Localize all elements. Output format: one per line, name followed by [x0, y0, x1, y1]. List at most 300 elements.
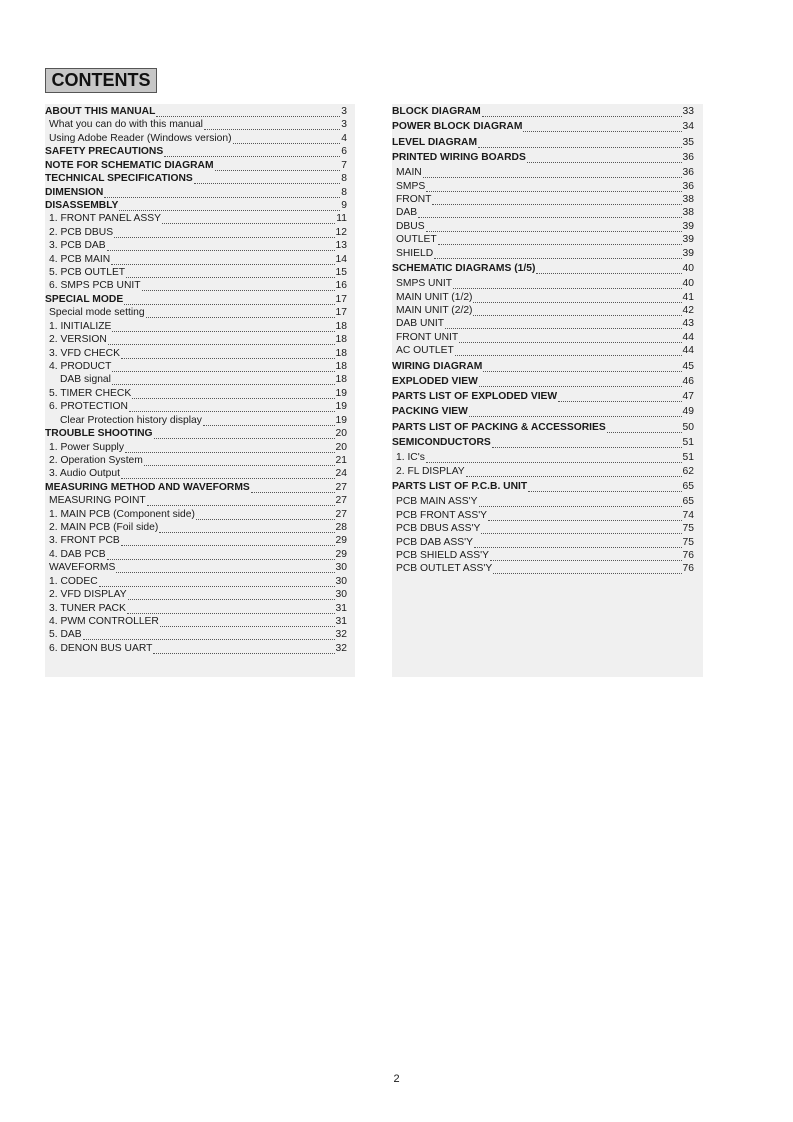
toc-page-number: 39 [682, 220, 694, 232]
toc-page-number: 74 [682, 509, 694, 521]
toc-leader-dots [473, 306, 681, 316]
toc-subentry[interactable] [45, 548, 347, 561]
toc-page-number: 20 [335, 428, 347, 440]
toc-page-number: 45 [682, 360, 694, 372]
toc-section-entry[interactable] [392, 480, 694, 493]
toc-leader-dots [128, 590, 335, 600]
toc-page-number: 76 [682, 563, 694, 575]
toc-leader-dots [445, 319, 681, 329]
toc-subentry[interactable] [45, 320, 347, 333]
toc-subentry[interactable] [392, 451, 694, 464]
toc-section-entry[interactable] [392, 262, 694, 275]
toc-entry-title: DAB UNIT [396, 318, 445, 330]
toc-subentry[interactable] [45, 561, 347, 574]
toc-page-number: 34 [682, 121, 694, 133]
toc-page-number: 75 [682, 536, 694, 548]
toc-page-number: 43 [682, 318, 694, 330]
toc-entry-title: 5. TIMER CHECK [49, 387, 132, 399]
toc-subentry[interactable] [392, 233, 694, 246]
toc-entry-title: 2. VFD DISPLAY [49, 589, 127, 601]
toc-entry-title: 2. MAIN PCB (Foil side) [49, 522, 159, 534]
toc-leader-dots [418, 208, 681, 218]
toc-entry-title: 5. PCB OUTLET [49, 267, 126, 279]
toc-entry-title: SMPS UNIT [396, 278, 453, 290]
toc-subentry[interactable] [45, 226, 347, 239]
toc-leader-dots [455, 346, 682, 356]
toc-subentry[interactable] [45, 387, 347, 400]
toc-leader-dots [453, 279, 681, 289]
toc-entry-title: 6. PROTECTION [49, 401, 128, 413]
toc-leader-dots [107, 550, 335, 560]
toc-entry-title: MAIN [396, 167, 422, 179]
toc-subentry[interactable] [392, 166, 694, 179]
toc-leader-dots [233, 134, 341, 144]
toc-leader-dots [607, 423, 682, 433]
toc-section-entry[interactable] [45, 293, 347, 306]
toc-page-number: 18 [335, 320, 347, 332]
toc-subentry[interactable] [45, 575, 347, 588]
toc-entry-title: 2. FL DISPLAY [396, 465, 465, 477]
toc-page-number: 49 [682, 406, 694, 418]
toc-page-number: 18 [335, 334, 347, 346]
toc-section-entry[interactable] [45, 105, 347, 118]
toc-entry-title: SCHEMATIC DIAGRAMS (1/5) [392, 262, 536, 274]
toc-entry-title: PCB SHIELD ASS'Y [396, 549, 489, 561]
toc-page-number: 13 [335, 240, 347, 252]
toc-subentry[interactable] [45, 588, 347, 601]
toc-leader-dots [194, 174, 340, 184]
toc-subentry[interactable] [45, 306, 347, 319]
toc-entry-title: MAIN UNIT (2/2) [396, 305, 473, 316]
toc-subentry[interactable] [45, 347, 347, 360]
toc-subentry[interactable] [45, 400, 347, 413]
toc-entry-title: SHIELD [396, 247, 434, 259]
toc-page-number: 39 [682, 247, 694, 259]
toc-entry-title: 1. Power Supply [49, 441, 124, 453]
toc-leader-dots [156, 107, 340, 117]
toc-subentry[interactable] [392, 331, 694, 344]
toc-section-entry[interactable] [392, 421, 694, 434]
toc-subentry[interactable] [45, 642, 347, 655]
toc-section-entry[interactable] [392, 105, 694, 118]
toc-leader-dots [558, 392, 681, 402]
toc-subentry[interactable] [45, 615, 347, 628]
toc-page-number: 40 [682, 262, 694, 274]
toc-page-number: 4 [341, 132, 347, 144]
toc-leader-dots [162, 214, 335, 224]
toc-leader-dots [142, 281, 335, 291]
toc-page-number: 28 [335, 522, 347, 534]
toc-page-number: 32 [335, 629, 347, 641]
toc-entry-title: FRONT UNIT [396, 331, 459, 343]
toc-entry-title: DAB [396, 207, 418, 219]
toc-page-number: 30 [335, 589, 347, 601]
toc-leader-dots [114, 228, 334, 238]
toc-leader-dots [479, 497, 682, 507]
toc-page-number: 62 [682, 465, 694, 477]
toc-leader-dots [124, 295, 334, 305]
toc-page-number: 17 [335, 307, 347, 319]
toc-leader-dots [434, 249, 681, 259]
toc-entry-title: 5. DAB [49, 629, 82, 641]
toc-entry-title: 6. DENON BUS UART [49, 642, 153, 654]
toc-page-number: 36 [682, 180, 694, 192]
toc-leader-dots [116, 563, 334, 573]
toc-section-entry[interactable] [392, 436, 694, 449]
toc-leader-dots [112, 375, 335, 385]
toc-entry-title: PACKING VIEW [392, 406, 468, 418]
toc-subentry[interactable] [45, 266, 347, 279]
toc-subentry[interactable] [45, 333, 347, 346]
toc-leader-dots [432, 195, 681, 205]
toc-leader-dots [536, 264, 681, 274]
toc-entry-title: 4. PCB MAIN [49, 253, 111, 265]
toc-section-entry[interactable] [45, 186, 347, 199]
toc-column-right [392, 104, 703, 677]
toc-page-number: 46 [682, 375, 694, 387]
toc-leader-dots [493, 564, 681, 574]
toc-leader-dots [438, 235, 682, 245]
toc-entry-title: 2. PCB DBUS [49, 226, 114, 238]
toc-subentry[interactable] [45, 602, 347, 615]
toc-leader-dots [153, 644, 334, 654]
toc-page-number: 18 [335, 360, 347, 372]
toc-page-number: 44 [682, 345, 694, 357]
toc-section-entry[interactable] [392, 120, 694, 133]
toc-leader-dots [144, 456, 335, 466]
toc-leader-dots [99, 577, 335, 587]
toc-page-number: 20 [335, 441, 347, 453]
toc-subentry[interactable] [45, 373, 347, 386]
toc-entry-title: 2. VERSION [49, 334, 107, 346]
toc-leader-dots [478, 138, 681, 148]
toc-leader-dots [528, 482, 681, 492]
toc-entry-title: Clear Protection history display [60, 414, 202, 426]
toc-entry-title: DBUS [396, 220, 425, 232]
toc-entry-title: PCB OUTLET ASS'Y [396, 563, 493, 575]
toc-subentry[interactable] [392, 317, 694, 330]
toc-subentry[interactable] [392, 509, 694, 522]
toc-entry-title: WAVEFORMS [49, 562, 116, 574]
toc-subentry[interactable] [45, 253, 347, 266]
toc-entry-title: AC OUTLET [396, 345, 454, 357]
toc-leader-dots [160, 617, 335, 627]
toc-page-number: 30 [335, 562, 347, 574]
toc-entry-title: 4. PWM CONTROLLER [49, 615, 159, 627]
toc-subentry[interactable] [45, 132, 347, 145]
toc-entry-title: EXPLODED VIEW [392, 375, 478, 387]
toc-leader-dots [426, 182, 681, 192]
toc-subentry[interactable] [45, 279, 347, 292]
toc-page-number: 19 [335, 387, 347, 399]
toc-page-number: 8 [341, 173, 347, 185]
toc-leader-dots [108, 335, 335, 345]
toc-subentry[interactable] [392, 206, 694, 219]
toc-leader-dots [111, 255, 334, 265]
toc-entry-title: PRINTED WIRING BOARDS [392, 151, 526, 163]
toc-leader-dots [125, 443, 335, 453]
toc-page-number: 29 [335, 548, 347, 560]
toc-page-number: 42 [682, 305, 694, 316]
toc-entry-title: WIRING DIAGRAM [392, 360, 483, 372]
toc-entry-title: DAB signal [60, 374, 111, 386]
toc-subentry[interactable] [392, 344, 694, 357]
toc-page-number: 40 [682, 278, 694, 290]
toc-entry-title: TECHNICAL SPECIFICATIONS [45, 173, 193, 185]
toc-section-entry[interactable] [45, 199, 347, 212]
toc-leader-dots [121, 349, 335, 359]
toc-leader-dots [423, 168, 682, 178]
toc-leader-dots [154, 429, 335, 439]
toc-page-number: 44 [682, 331, 694, 343]
toc-entry-title: PARTS LIST OF EXPLODED VIEW [392, 391, 558, 403]
toc-leader-dots [159, 523, 334, 533]
toc-entry-title: 6. SMPS PCB UNIT [49, 280, 141, 292]
toc-entry-title: 1. FRONT PANEL ASSY [49, 213, 161, 225]
toc-page-number: 19 [335, 401, 347, 413]
toc-entry-title: 1. CODEC [49, 575, 98, 587]
toc-leader-dots [490, 551, 682, 561]
toc-entry-title: 3. VFD CHECK [49, 347, 120, 359]
toc-leader-dots [129, 402, 335, 412]
toc-leader-dots [126, 268, 334, 278]
toc-entry-title: 3. TUNER PACK [49, 602, 126, 614]
toc-entry-title: 1. INITIALIZE [49, 320, 112, 332]
toc-section-entry[interactable] [392, 151, 694, 164]
toc-subentry[interactable] [45, 414, 347, 427]
toc-leader-dots [479, 377, 682, 387]
toc-leader-dots [119, 201, 340, 211]
toc-leader-dots [107, 241, 335, 251]
toc-leader-dots [426, 453, 682, 463]
toc-page-number: 65 [682, 496, 694, 508]
toc-page-number: 21 [335, 454, 347, 466]
toc-leader-dots [132, 389, 334, 399]
toc-subentry[interactable] [392, 220, 694, 233]
toc-entry-title: DIMENSION [45, 186, 104, 198]
toc-entry-title: DISASSEMBLY [45, 199, 119, 211]
toc-page-number: 38 [682, 207, 694, 219]
toc-page-number: 24 [335, 468, 347, 480]
toc-leader-dots [121, 536, 335, 546]
toc-subentry[interactable] [45, 360, 347, 373]
toc-entry-title: SPECIAL MODE [45, 293, 124, 305]
toc-entry-title: BLOCK DIAGRAM [392, 106, 481, 117]
toc-page-number: 65 [682, 481, 694, 492]
toc-leader-dots [215, 161, 341, 171]
toc-page-number: 27 [335, 508, 347, 520]
toc-entry-title: 3. PCB DAB [49, 240, 106, 252]
toc-page-number: 51 [682, 437, 694, 448]
toc-page-number: 51 [682, 452, 694, 464]
toc-section-entry[interactable] [45, 427, 347, 440]
toc-subentry[interactable] [45, 441, 347, 454]
toc-page-number: 18 [335, 374, 347, 386]
toc-page-number: 3 [341, 119, 347, 131]
toc-subentry[interactable] [45, 239, 347, 252]
toc-entry-title: POWER BLOCK DIAGRAM [392, 121, 523, 133]
toc-subentry[interactable] [45, 494, 347, 507]
page-number: 2 [393, 1073, 400, 1085]
toc-page-number: 50 [682, 421, 694, 433]
toc-leader-dots [527, 153, 682, 163]
toc-leader-dots [492, 438, 682, 448]
toc-page-number: 18 [335, 347, 347, 359]
toc-entry-title: What you can do with this manual [49, 119, 203, 131]
toc-page-number: 36 [682, 151, 694, 163]
toc-page-number: 12 [335, 226, 347, 238]
toc-entry-title: FRONT [396, 194, 432, 205]
toc-page-number: 41 [682, 291, 694, 303]
toc-subentry[interactable] [45, 467, 347, 480]
toc-subentry[interactable] [45, 212, 347, 225]
toc-leader-dots [203, 416, 335, 426]
toc-leader-dots [481, 524, 681, 534]
toc-leader-dots [127, 604, 335, 614]
toc-leader-dots [104, 188, 340, 198]
toc-entry-title: MEASURING POINT [49, 495, 146, 507]
toc-entry-title: PARTS LIST OF PACKING & ACCESSORIES [392, 421, 606, 433]
toc-subentry[interactable] [392, 291, 694, 304]
toc-entry-title: Using Adobe Reader (Windows version) [49, 132, 232, 144]
toc-subentry[interactable] [392, 465, 694, 478]
toc-subentry[interactable] [45, 508, 347, 521]
toc-entry-title: LEVEL DIAGRAM [392, 136, 478, 148]
toc-entry-title: PCB MAIN ASS'Y [396, 496, 478, 508]
toc-page-number: 39 [682, 234, 694, 246]
toc-leader-dots [112, 362, 334, 372]
toc-section-entry[interactable] [45, 145, 347, 158]
toc-leader-dots [482, 107, 682, 117]
toc-page-number: 75 [682, 523, 694, 535]
toc-page-number: 17 [335, 293, 347, 305]
toc-page-number: 33 [682, 106, 694, 117]
toc-entry-title: 4. DAB PCB [49, 548, 106, 560]
toc-entry-title: SAFETY PRECAUTIONS [45, 146, 164, 158]
toc-entry-title: 1. IC's [396, 452, 425, 464]
toc-page-number: 19 [335, 414, 347, 426]
toc-page-number: 31 [335, 602, 347, 614]
toc-page-number: 11 [336, 213, 347, 225]
toc-leader-dots [204, 120, 340, 130]
toc-page-number: 30 [335, 575, 347, 587]
toc-entry-title: OUTLET [396, 234, 437, 246]
toc-page-number: 3 [341, 106, 347, 117]
toc-leader-dots [474, 538, 682, 548]
toc-entry-title: PCB FRONT ASS'Y [396, 509, 488, 521]
toc-leader-dots [146, 308, 335, 318]
toc-page-number: 14 [335, 253, 347, 265]
toc-leader-dots [426, 222, 682, 232]
toc-section-entry[interactable] [392, 390, 694, 403]
toc-page-number: 16 [335, 280, 347, 292]
toc-subentry[interactable] [392, 495, 694, 508]
toc-leader-dots [466, 467, 682, 477]
toc-leader-dots [164, 147, 340, 157]
toc-entry-title: PARTS LIST OF P.C.B. UNIT [392, 481, 528, 492]
toc-page-number: 76 [682, 549, 694, 561]
toc-page-number: 38 [682, 194, 694, 205]
toc-subentry[interactable] [45, 118, 347, 131]
toc-page-number: 27 [335, 495, 347, 507]
toc-subentry[interactable] [45, 628, 347, 641]
contents-title: CONTENTS [45, 68, 157, 93]
toc-page-number: 9 [341, 199, 347, 211]
toc-subentry[interactable] [392, 247, 694, 260]
toc-page-number: 35 [682, 136, 694, 148]
toc-subentry[interactable] [45, 521, 347, 534]
toc-leader-dots [147, 496, 335, 506]
toc-leader-dots [483, 362, 681, 372]
toc-subentry[interactable] [392, 193, 694, 206]
toc-entry-title: 1. MAIN PCB (Component side) [49, 508, 195, 520]
toc-section-entry[interactable] [45, 481, 347, 494]
toc-section-entry[interactable] [392, 375, 694, 388]
toc-subentry[interactable] [45, 454, 347, 467]
toc-subentry[interactable] [392, 522, 694, 535]
toc-subentry[interactable] [392, 536, 694, 549]
toc-subentry[interactable] [392, 180, 694, 193]
toc-entry-title: SEMICONDUCTORS [392, 437, 491, 448]
toc-leader-dots [469, 407, 682, 417]
toc-leader-dots [488, 511, 681, 521]
toc-page-number: 36 [682, 167, 694, 179]
toc-subentry[interactable] [392, 304, 694, 317]
toc-entry-title: 4. PRODUCT [49, 360, 112, 372]
toc-entry-title: PCB DAB ASS'Y [396, 536, 473, 548]
toc-section-entry[interactable] [45, 159, 347, 172]
toc-leader-dots [459, 333, 681, 343]
toc-page-number: 47 [682, 391, 694, 403]
toc-entry-title: NOTE FOR SCHEMATIC DIAGRAM [45, 159, 214, 171]
toc-page-number: 29 [335, 535, 347, 547]
toc-entry-title: ABOUT THIS MANUAL [45, 106, 156, 117]
toc-entry-title: TROUBLE SHOOTING [45, 428, 153, 440]
toc-section-entry[interactable] [392, 360, 694, 373]
toc-leader-dots [473, 293, 681, 303]
toc-entry-title: 3. Audio Output [49, 468, 120, 480]
toc-page-number: 32 [335, 642, 347, 654]
toc-entry-title: SMPS [396, 180, 426, 192]
toc-leader-dots [251, 483, 335, 493]
toc-entry-title: MAIN UNIT (1/2) [396, 291, 473, 303]
toc-section-entry[interactable] [392, 405, 694, 418]
toc-entry-title: PCB DBUS ASS'Y [396, 523, 481, 535]
toc-leader-dots [121, 469, 335, 479]
toc-subentry[interactable] [392, 549, 694, 562]
toc-entry-title: 2. Operation System [49, 454, 143, 466]
toc-column-left [45, 104, 355, 677]
toc-leader-dots [523, 122, 681, 132]
toc-entry-title: 3. FRONT PCB [49, 535, 120, 547]
toc-leader-dots [83, 630, 335, 640]
toc-section-entry[interactable] [45, 172, 347, 185]
toc-section-entry[interactable] [392, 136, 694, 149]
toc-page-number: 27 [335, 481, 347, 493]
toc-entry-title: MEASURING METHOD AND WAVEFORMS [45, 481, 250, 493]
toc-subentry[interactable] [45, 534, 347, 547]
toc-page-number: 31 [335, 615, 347, 627]
toc-page-number: 6 [341, 146, 347, 158]
toc-subentry[interactable] [392, 562, 694, 575]
toc-subentry[interactable] [392, 277, 694, 290]
toc-page-number: 15 [335, 267, 347, 279]
toc-leader-dots [112, 322, 334, 332]
toc-entry-title: Special mode setting [49, 307, 145, 319]
toc-leader-dots [196, 510, 335, 520]
toc-page-number: 7 [341, 159, 347, 171]
toc-page-number: 8 [341, 186, 347, 198]
